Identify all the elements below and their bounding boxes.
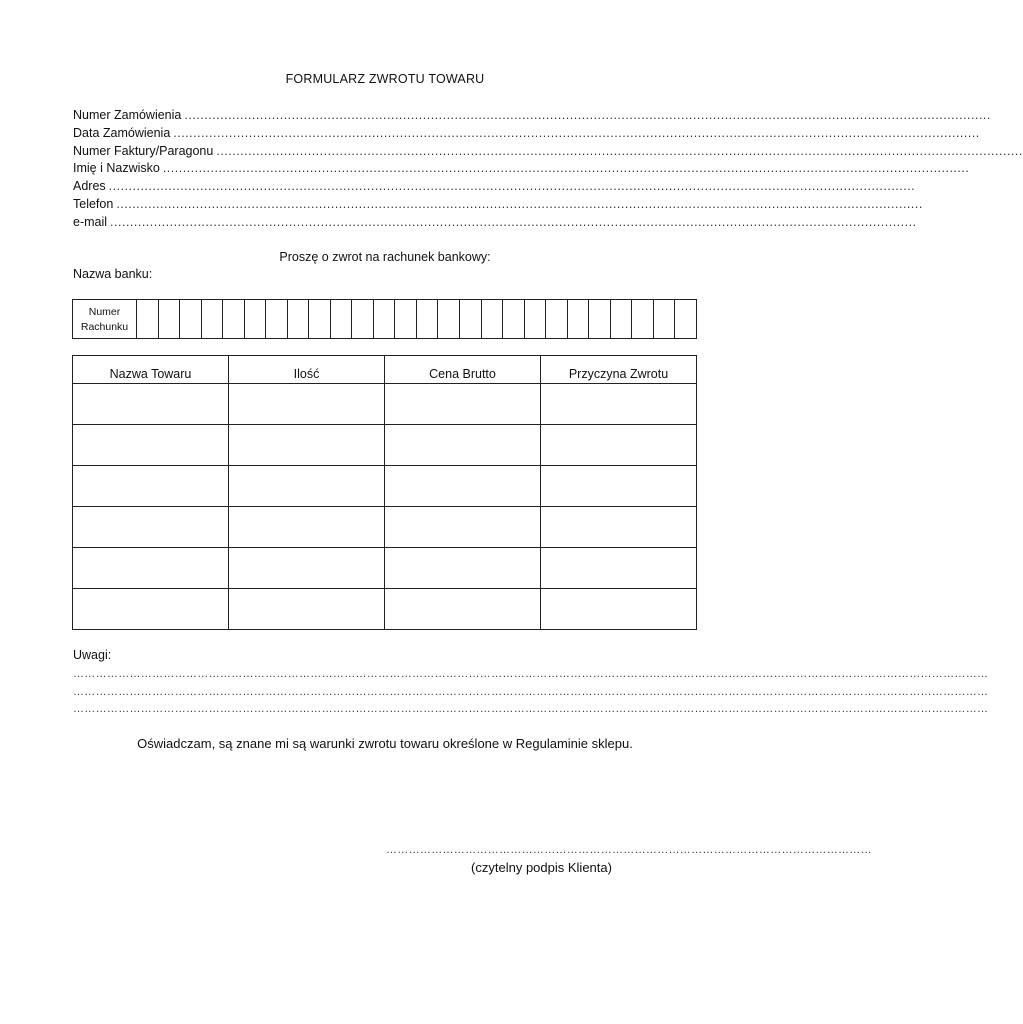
- field-label: Telefon: [73, 196, 114, 211]
- account-digit-cell[interactable]: [352, 300, 374, 338]
- table-row: [73, 589, 697, 630]
- field-label: Imię i Nazwisko: [73, 161, 160, 176]
- table-row: [73, 384, 697, 425]
- table-cell[interactable]: [73, 589, 229, 630]
- account-digit-cell[interactable]: [137, 300, 159, 338]
- account-digit-cell[interactable]: [266, 300, 288, 338]
- declaration-text: Oświadczam, są znane mi są warunki zwrotu towaru określone w Regulaminie sklepu.: [137, 736, 633, 751]
- account-digit-cell[interactable]: [374, 300, 396, 338]
- table-cell[interactable]: [385, 466, 541, 507]
- field-label: Adres: [73, 179, 106, 194]
- table-cell[interactable]: [229, 384, 385, 425]
- field-invoice-number: [73, 143, 1023, 161]
- account-digit-cell[interactable]: [568, 300, 590, 338]
- account-label-line2: Rachunku: [80, 321, 129, 333]
- table-cell[interactable]: [229, 589, 385, 630]
- table-cell[interactable]: [229, 548, 385, 589]
- field-fill-line: ...........................................................................................................................................................................................................: [110, 214, 917, 229]
- signature-line: …………………………………………………………………………………………………………………: [386, 844, 872, 856]
- account-digit-cells: [137, 300, 696, 338]
- table-cell[interactable]: [73, 548, 229, 589]
- field-order-number: [73, 107, 991, 125]
- field-email: [73, 214, 917, 232]
- notes-label: Uwagi:: [73, 648, 112, 662]
- table-cell[interactable]: [541, 507, 697, 548]
- returned-items-table: [72, 355, 697, 630]
- account-digit-cell[interactable]: [288, 300, 310, 338]
- account-digit-cell[interactable]: [223, 300, 245, 338]
- table-cell[interactable]: [385, 589, 541, 630]
- field-fill-line: ...........................................................................................................................................................................................................: [116, 196, 923, 211]
- refund-request-text: Proszę o zwrot na rachunek bankowy:: [279, 250, 491, 264]
- account-digit-cell[interactable]: [331, 300, 353, 338]
- field-order-date: [73, 125, 980, 143]
- table-cell[interactable]: [541, 384, 697, 425]
- table-cell[interactable]: [229, 466, 385, 507]
- table-cell[interactable]: [385, 507, 541, 548]
- table-cell[interactable]: [541, 425, 697, 466]
- column-header-product-name: Nazwa Towaru: [73, 356, 229, 384]
- table-cell[interactable]: [541, 466, 697, 507]
- table-cell[interactable]: [541, 548, 697, 589]
- field-fill-line: ...........................................................................................................................................................................................................: [173, 125, 980, 140]
- account-digit-cell[interactable]: [460, 300, 482, 338]
- account-digit-cell[interactable]: [417, 300, 439, 338]
- account-digit-cell[interactable]: [503, 300, 525, 338]
- note-line: ………………………………………………………………………………………………………………………………………………………………………………………………………………………: [73, 685, 989, 698]
- field-fill-line: ...........................................................................................................................................................................................................: [108, 179, 916, 194]
- table-cell[interactable]: [541, 589, 697, 630]
- note-line: ………………………………………………………………………………………………………………………………………………………………………………………………………………………: [73, 668, 989, 680]
- field-label: e-mail: [73, 214, 108, 229]
- form-title: FORMULARZ ZWROTU TOWARU: [285, 72, 485, 86]
- account-number-label: [73, 300, 137, 338]
- table-row: [73, 425, 697, 466]
- account-digit-cell[interactable]: [202, 300, 224, 338]
- table-cell[interactable]: [229, 507, 385, 548]
- field-label: Numer Zamówienia: [73, 108, 182, 122]
- table-cell[interactable]: [73, 466, 229, 507]
- table-body: [73, 384, 697, 630]
- field-fill-line: ...........................................................................................................................................................................................................: [184, 108, 991, 122]
- customer-fields: [73, 107, 1023, 232]
- account-digit-cell[interactable]: [546, 300, 568, 338]
- table-row: [73, 466, 697, 507]
- column-header-quantity: Ilość: [229, 356, 385, 384]
- table-cell[interactable]: [385, 384, 541, 425]
- account-digit-cell[interactable]: [180, 300, 202, 338]
- account-digit-cell[interactable]: [159, 300, 181, 338]
- table-cell[interactable]: [73, 384, 229, 425]
- table-cell[interactable]: [385, 548, 541, 589]
- field-fill-line: ...........................................................................................................................................................................................................: [162, 161, 970, 176]
- account-digit-cell[interactable]: [482, 300, 504, 338]
- account-digit-cell[interactable]: [654, 300, 676, 338]
- field-label: Data Zamówienia: [73, 125, 171, 140]
- bank-name-label: Nazwa banku:: [73, 267, 153, 281]
- account-digit-cell[interactable]: [309, 300, 331, 338]
- account-digit-cell[interactable]: [632, 300, 654, 338]
- field-label: Numer Faktury/Paragonu: [73, 143, 214, 158]
- field-fill-line: ...........................................................................................................................................................................................................: [216, 143, 1023, 158]
- account-digit-cell[interactable]: [611, 300, 633, 338]
- notes-lines: [73, 666, 989, 719]
- column-header-gross-price: Cena Brutto: [385, 356, 541, 384]
- table-cell[interactable]: [73, 507, 229, 548]
- table-cell[interactable]: [385, 425, 541, 466]
- table-row: [73, 507, 697, 548]
- field-full-name: [73, 160, 970, 178]
- field-phone: [73, 196, 923, 214]
- table-row: [73, 548, 697, 589]
- field-address: [73, 178, 916, 196]
- table-cell[interactable]: [73, 425, 229, 466]
- table-header-row: [73, 356, 697, 384]
- account-digit-cell[interactable]: [589, 300, 611, 338]
- column-header-return-reason: Przyczyna Zwrotu: [541, 356, 697, 384]
- account-label-line1: Numer: [88, 306, 121, 318]
- note-line: ………………………………………………………………………………………………………………………………………………………………………………………………………………………: [73, 703, 989, 715]
- account-number-box: [72, 299, 697, 339]
- table-cell[interactable]: [229, 425, 385, 466]
- account-digit-cell[interactable]: [525, 300, 547, 338]
- account-digit-cell[interactable]: [395, 300, 417, 338]
- account-digit-cell[interactable]: [245, 300, 267, 338]
- signature-caption: (czytelny podpis Klienta): [471, 860, 612, 875]
- account-digit-cell[interactable]: [675, 300, 696, 338]
- account-digit-cell[interactable]: [438, 300, 460, 338]
